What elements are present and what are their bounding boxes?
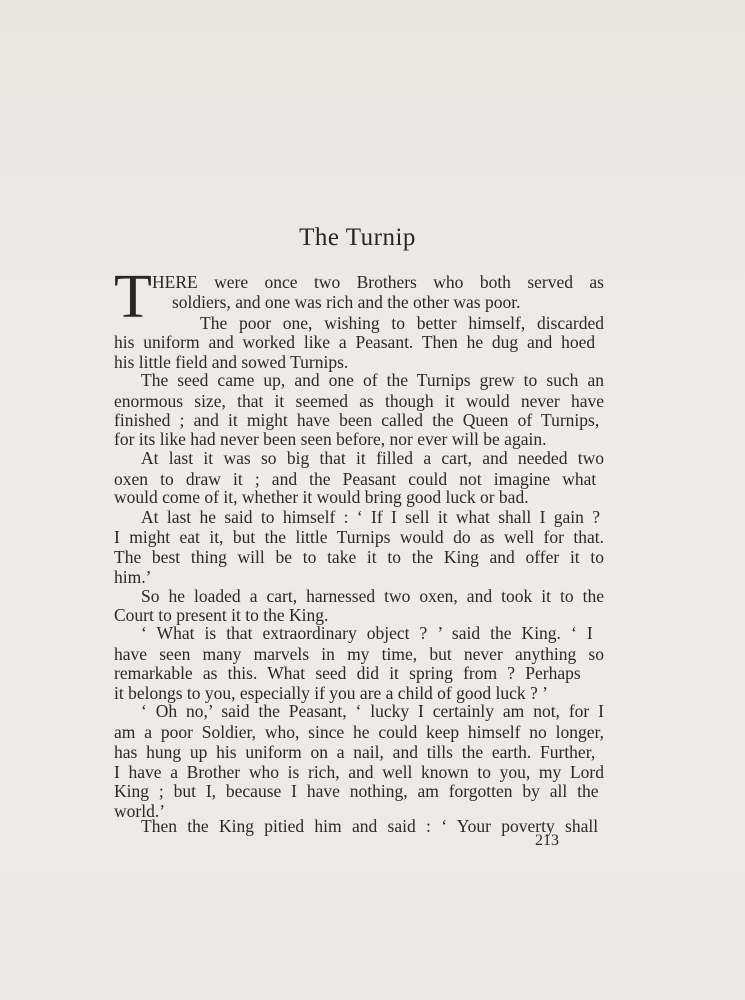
- text-line: The seed came up, and one of the Turnips grew to such an: [141, 370, 604, 390]
- text-line: The poor one, wishing to better himself, discarded: [200, 313, 604, 333]
- text-line: At last he said to himself : ‘ If I sell it what shall I gain ?: [141, 507, 601, 527]
- text-line: would come of it, whether it would bring good luck or bad.: [114, 487, 529, 507]
- text-line: So he loaded a cart, harnessed two oxen, and took it to the: [141, 586, 604, 606]
- text-line: remarkable as this. What seed did it spring from ? Perhaps: [114, 663, 581, 683]
- text-line: King ; but I, because I have nothing, am forgotten by all the: [114, 781, 599, 801]
- text-line: his uniform and worked like a Peasant. Then he dug and hoed: [114, 332, 596, 352]
- text-line: have seen many marvels in my time, but never anything so: [114, 644, 604, 664]
- text-line: The best thing will be to take it to the King and offer it to: [114, 547, 604, 567]
- text-line: soldiers, and one was rich and the other was poor.: [172, 292, 521, 312]
- text-line: him.’: [114, 567, 152, 587]
- text-line: Then the King pitied him and said : ‘ Your poverty shall: [141, 816, 599, 836]
- page-number: 213: [535, 832, 559, 849]
- text-line: world.’: [114, 801, 166, 821]
- text-line: HERE were once two Brothers who both served as: [152, 272, 604, 292]
- text-line: am a poor Soldier, who, since he could keep himself no longer,: [114, 722, 604, 742]
- text-line: for its like had never been seen before, nor ever will be again.: [114, 429, 547, 449]
- chapter-title: The Turnip: [299, 224, 416, 251]
- text-line: oxen to draw it ; and the Peasant could not imagine what: [114, 469, 597, 489]
- text-line: ‘ What is that extraordinary object ? ’ said the King. ‘ I: [141, 623, 593, 643]
- text-line: I might eat it, but the little Turnips would do as well for that.: [114, 527, 604, 547]
- text-line: At last it was so big that it filled a cart, and needed two: [141, 448, 604, 468]
- text-line: his little field and sowed Turnips.: [114, 352, 349, 372]
- text-line: finished ; and it might have been called the Queen of Turnips,: [114, 410, 600, 430]
- drop-cap: T: [114, 263, 152, 331]
- text-line: ‘ Oh no,’ said the Peasant, ‘ lucky I certainly am not, for I: [141, 701, 604, 721]
- text-line: Court to present it to the King.: [114, 605, 329, 625]
- text-line: I have a Brother who is rich, and well known to you, my Lord: [114, 762, 604, 782]
- text-line: enormous size, that it seemed as though it would never have: [114, 391, 604, 411]
- text-line: it belongs to you, especially if you are a child of good luck ? ’: [114, 683, 548, 703]
- text-line: has hung up his uniform on a nail, and tills the earth. Further,: [114, 742, 596, 762]
